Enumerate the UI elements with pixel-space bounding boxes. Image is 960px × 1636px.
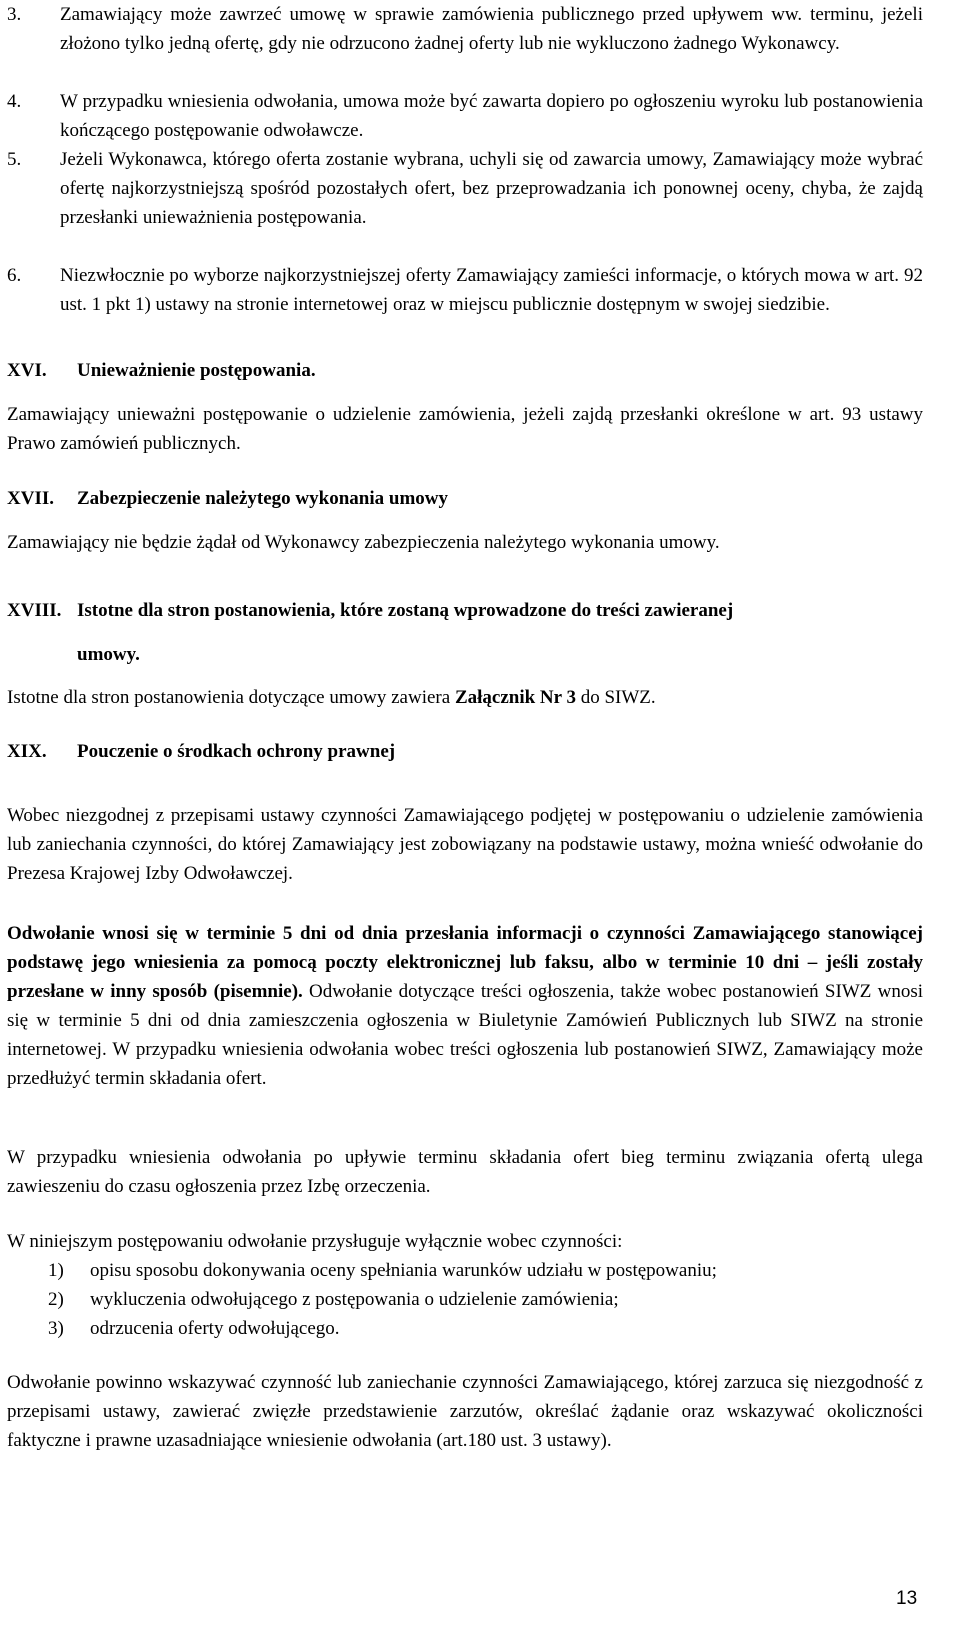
section-heading-xix (7, 737, 923, 766)
item-text: Zamawiający może zawrzeć umowę w sprawie zamówienia publicznego przed upływem ww. terminu, jeżeli złożono tylko jedną ofertę, gdy nie odrzucono żadnej oferty lub nie wykluczono żadnego Wykonawcy. (60, 4, 923, 54)
list-item (7, 87, 923, 145)
list-item (48, 1314, 928, 1343)
bold-text: Odwołanie wnosi się w terminie 5 dni od dnia przesłania informacji o czynności Zamawiającego stanowiącej podstawę jego wniesienia za pomocą poczty elektronicznej lub faksu, albo w terminie 10 dni – jeśli zostały przesłane w inny sposób (pisemnie). (7, 923, 923, 1002)
list-item (48, 1256, 928, 1285)
section-heading-xvii (7, 484, 923, 513)
section-number: XIX. (7, 741, 47, 762)
section-title: Istotne dla stron postanowienia, które zostaną wprowadzone do treści zawieranej (77, 600, 734, 621)
section-number: XVI. (7, 360, 47, 381)
list-item (7, 0, 923, 58)
item-number: 5. (7, 149, 22, 170)
section-heading-xviii (7, 596, 923, 625)
list-number: 2) (48, 1289, 64, 1310)
list-item (48, 1285, 928, 1314)
attachment-reference: Załącznik Nr 3 (454, 687, 576, 708)
text-part: do SIWZ. (575, 687, 656, 708)
text-part: Odwołanie dotyczące treści ogłoszenia, także wobec postanowień SIWZ wnosi się w terminie 5 dni od dnia zamieszczenia ogłoszenia w Biuletynie Zamówień Publicznych lub SIWZ na stronie internetowej. W przypadku wniesienia odwołania wobec treści ogłoszenia lub postanowień SIWZ, Zamawiający może przedłużyć termin składania ofert. (7, 981, 923, 1089)
section-text: Zamawiający nie będzie żądał od Wykonawcy zabezpieczenia należytego wykonania umowy. (7, 532, 720, 553)
item-text: W przypadku wniesienia odwołania, umowa może być zawarta dopiero po ogłoszeniu wyroku lub postanowienia kończącego postępowanie odwoławcze. (60, 91, 923, 141)
section-number: XVII. (7, 488, 54, 509)
list-item (7, 261, 923, 319)
section-number: XVIII. (7, 600, 62, 621)
paragraph: W niniejszym postępowaniu odwołanie przysługuje wyłącznie wobec czynności: (7, 1231, 623, 1252)
list-number: 3) (48, 1318, 64, 1339)
list-text: wykluczenia odwołującego z postępowania o udzielenie zamówienia; (90, 1289, 619, 1310)
list-text: odrzucenia oferty odwołującego. (90, 1318, 340, 1339)
item-text: Jeżeli Wykonawca, którego oferta zostanie wybrana, uchyli się od zawarcia umowy, Zamawiający może wybrać ofertę najkorzystniejszą spośród pozostałych ofert, bez przeprowadzania ich ponownej oceny, chyba, że zajdą przesłanki unieważnienia postępowania. (60, 149, 923, 228)
list-item (7, 145, 923, 232)
section-text (7, 683, 923, 712)
list-text: opisu sposobu dokonywania oceny spełniania warunków udziału w postępowaniu; (90, 1260, 717, 1281)
item-text: Niezwłocznie po wyborze najkorzystniejszej oferty Zamawiający zamieści informacje, o których mowa w art. 92 ust. 1 pkt 1) ustawy na stronie internetowej oraz w miejscu publicznie dostępnym w swojej siedzibie. (60, 265, 923, 315)
item-number: 6. (7, 265, 22, 286)
item-number: 4. (7, 91, 22, 112)
paragraph: Wobec niezgodnej z przepisami ustawy czynności Zamawiającego podjętej w postępowaniu o udzielenie zamówienia lub zaniechania czynności, do której Zamawiający jest zobowiązany na podstawie ustawy, można wnieść odwołanie do Prezesa Krajowej Izby Odwoławczej. (7, 805, 923, 884)
section-title-continued: umowy. (77, 644, 140, 665)
section-heading-xvi (7, 356, 923, 385)
section-title: Unieważnienie postępowania. (77, 360, 316, 381)
page-number: 13 (896, 1588, 918, 1609)
paragraph (7, 919, 923, 1093)
paragraph: W przypadku wniesienia odwołania po upływie terminu składania ofert bieg terminu związania ofertą ulega zawieszeniu do czasu ogłoszenia przez Izbę orzeczenia. (7, 1147, 923, 1197)
text-part: Istotne dla stron postanowienia dotyczące umowy zawiera (7, 687, 455, 708)
paragraph: Odwołanie powinno wskazywać czynność lub zaniechanie czynności Zamawiającego, której zarzuca się niezgodność z przepisami ustawy, zawierać zwięzłe przedstawienie zarzutów, określać żądanie oraz wskazywać okoliczności faktyczne i prawne uzasadniające wniesienie odwołania (art.180 ust. 3 ustawy). (7, 1372, 923, 1451)
section-title: Zabezpieczenie należytego wykonania umowy (77, 488, 449, 509)
item-number: 3. (7, 4, 22, 25)
section-title: Pouczenie o środkach ochrony prawnej (77, 741, 396, 762)
section-text: Zamawiający unieważni postępowanie o udzielenie zamówienia, jeżeli zajdą przesłanki określone w art. 93 ustawy Prawo zamówień publicznych. (7, 404, 923, 454)
list-number: 1) (48, 1260, 64, 1281)
